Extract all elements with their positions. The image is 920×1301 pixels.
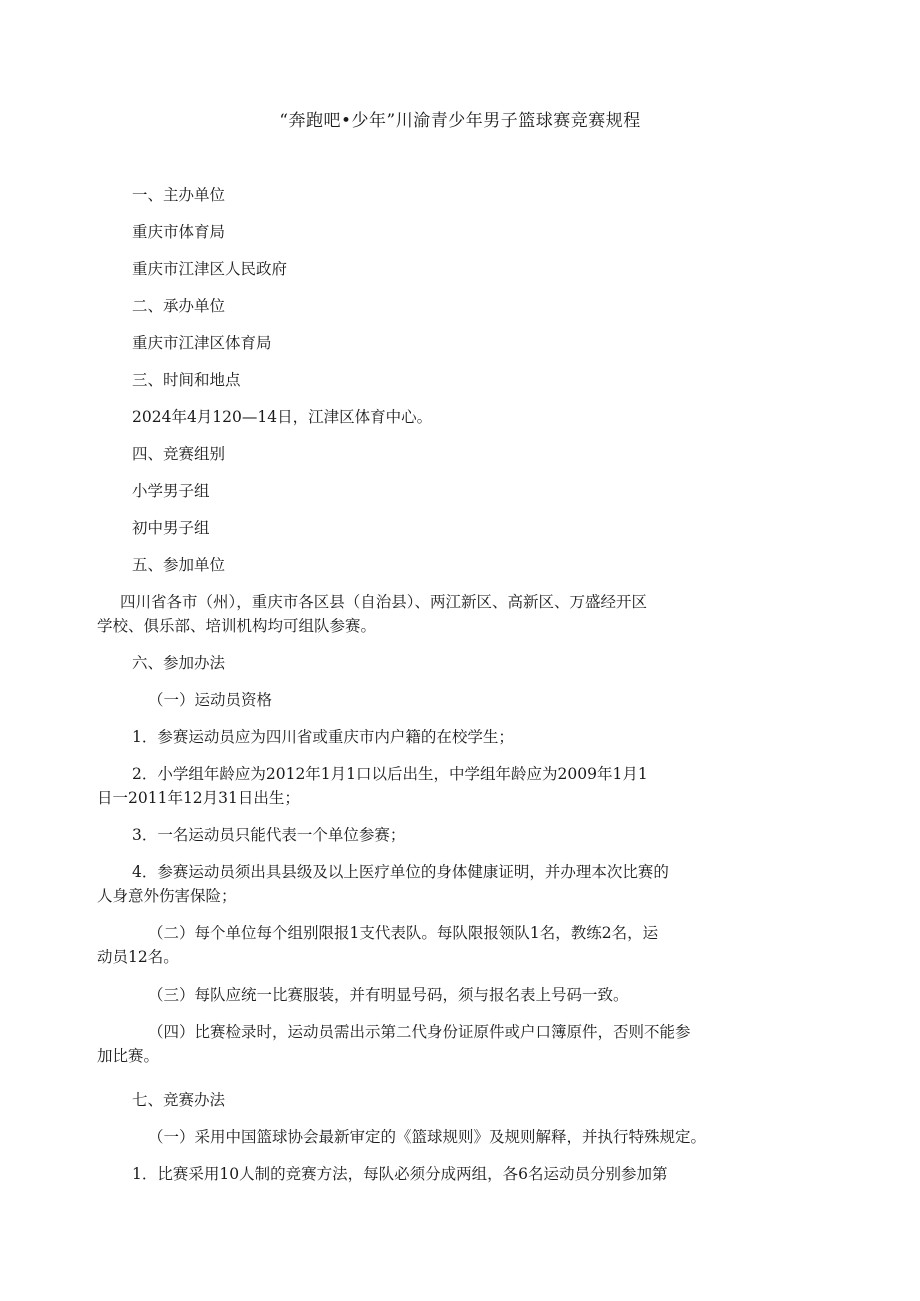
paragraph-line: 四川省各市（州），重庆市各区县（自治县）、两江新区、高新区、万盛经开区 (120, 593, 648, 611)
paragraph-line: 小学男子组 (132, 482, 210, 500)
paragraph-line: 人身意外伤害保险； (97, 887, 237, 905)
paragraph-line: 1．参赛运动员应为四川省或重庆市内户籍的在校学生； (132, 728, 514, 746)
paragraph-line: 重庆市体育局 (132, 223, 226, 241)
paragraph-line: 2024年4月120—14日，江津区体育中心。 (132, 408, 433, 426)
section-heading: 三、时间和地点 (132, 371, 241, 389)
paragraph-line: 加比赛。 (97, 1047, 160, 1065)
paragraph-line: 初中男子组 (132, 519, 210, 537)
section-heading: 五、参加单位 (132, 556, 226, 574)
subsection-heading: （一）运动员资格 (148, 691, 273, 709)
paragraph-line: （四）比赛检录时，运动员需出示第二代身份证原件或户口簿原件，否则不能参 (148, 1023, 691, 1041)
section-heading: 四、竞赛组别 (132, 445, 226, 463)
paragraph-line: 重庆市江津区人民政府 (132, 260, 288, 278)
paragraph-line: （一）采用中国篮球协会最新审定的《篮球规则》及规则解释，并执行特殊规定。 (148, 1128, 707, 1146)
document-title: “奔跑吧•少年”川渝青少年男子篮球赛竞赛规程 (279, 111, 641, 131)
section-heading: 二、承办单位 (132, 297, 226, 315)
paragraph-line: 2．小学组年龄应为2012年1月1口以后出生，中学组年龄应为2009年1月1 (132, 765, 648, 783)
paragraph-line: （三）每队应统一比赛服装，并有明显号码，须与报名表上号码一致。 (148, 986, 629, 1004)
section-heading: 七、竞赛办法 (132, 1091, 226, 1109)
paragraph-line: 1．比赛采用10人制的竞赛方法，每队必须分成两组，各6名运动员分别参加第 (132, 1165, 668, 1183)
paragraph-line: 重庆市江津区体育局 (132, 334, 272, 352)
paragraph-line: 4．参赛运动员须出具县级及以上医疗单位的身体健康证明，并办理本次比赛的 (132, 863, 669, 881)
section-heading: 一、主办单位 (132, 186, 226, 204)
paragraph-line: （二）每个单位每个组别限报1支代表队。每队限报领队1名，教练2名，运 (148, 924, 659, 942)
paragraph-line: 动员12名。 (97, 948, 179, 966)
paragraph-line: 3．一名运动员只能代表一个单位参赛； (132, 826, 406, 844)
section-heading: 六、参加办法 (132, 654, 226, 672)
paragraph-line: 日一2011年12月31日出生； (97, 789, 300, 807)
paragraph-line: 学校、俱乐部、培训机构均可组队参赛。 (97, 617, 377, 635)
